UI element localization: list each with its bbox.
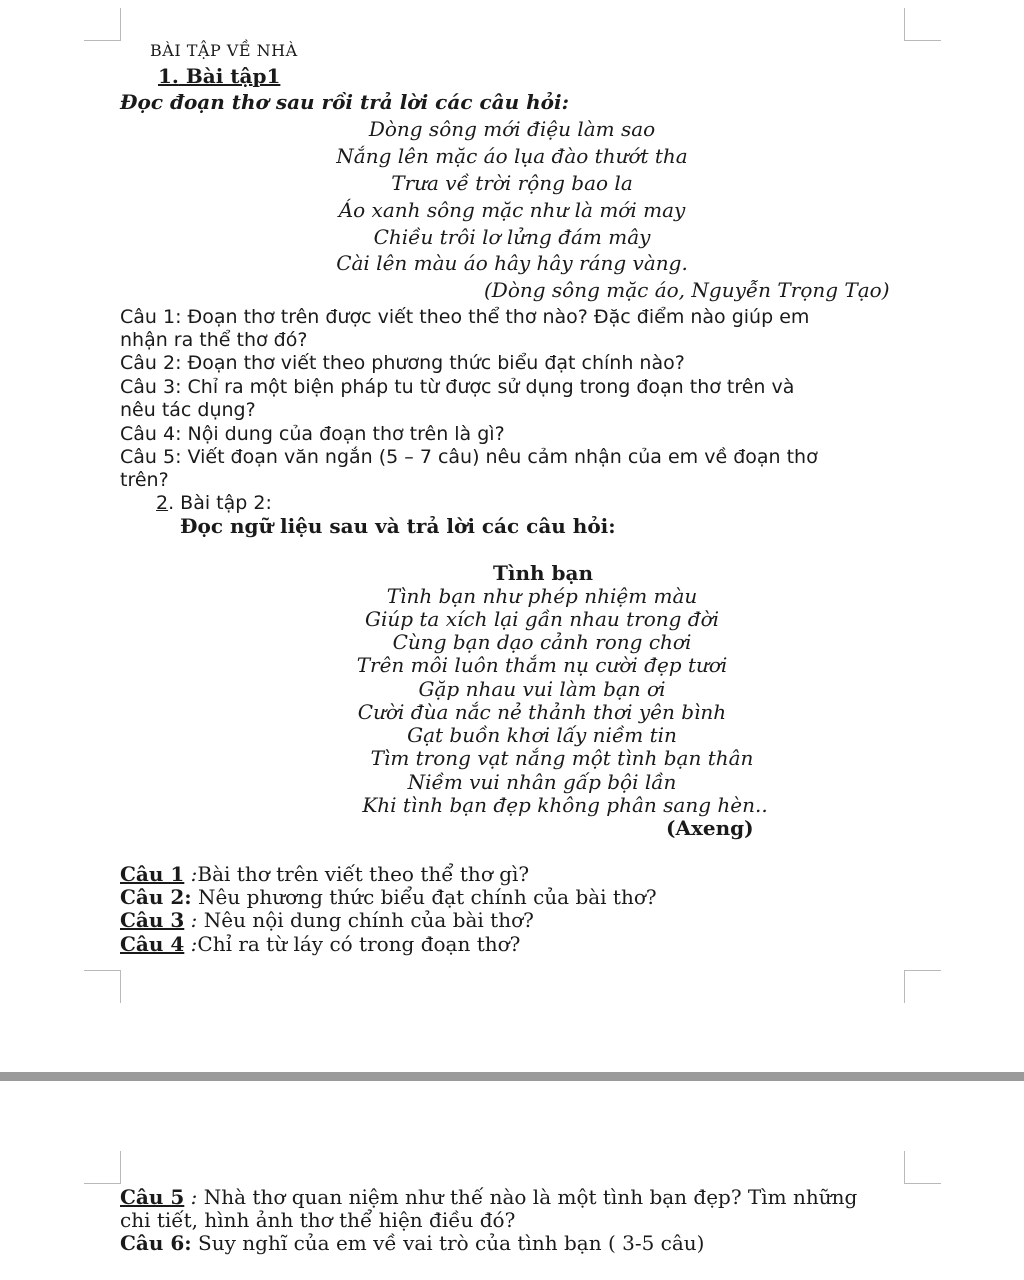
question-text: Nhà thơ quan niệm như thế nào là một tình bạn đẹp? Tìm những	[197, 1185, 858, 1209]
question-text: Nêu nội dung chính của bài thơ?	[197, 908, 534, 932]
poem-2-line: Cùng bạn dạo cảnh rong chơi	[392, 630, 692, 654]
exercise-1-question-text: Câu 2: Đoạn thơ viết theo phương thức biểu đạt chính nào?	[120, 352, 685, 374]
question-label: Câu 6:	[120, 1231, 192, 1255]
poem-1-line: Cài lên màu áo hây hây ráng vàng.	[336, 251, 688, 275]
crop-mark-top-right	[904, 8, 941, 41]
exercise-2-question	[120, 862, 529, 886]
exercise-1-instruction: Đọc đoạn thơ sau rồi trả lời các câu hỏi:	[120, 90, 569, 114]
exercise-1-question-text: nhận ra thể thơ đó?	[120, 329, 308, 351]
poem-2-line: Cười đùa nắc nẻ thảnh thơi yên bình	[357, 700, 727, 724]
document-page-2	[0, 1081, 1024, 1280]
question-separator: :	[184, 1185, 198, 1209]
question-text: Suy nghĩ của em về vai trò của tình bạn ( 3-5 câu)	[191, 1231, 705, 1255]
poem-1-line: Dòng sông mới điệu làm sao	[368, 117, 656, 141]
question-text: Nêu phương thức biểu đạt chính của bài thơ?	[191, 885, 657, 909]
question-separator: :	[184, 932, 198, 956]
exercise-2-question	[120, 932, 520, 956]
question-label: Câu 4	[120, 932, 185, 956]
exercise-2-heading	[156, 491, 272, 515]
exercise-2-question	[120, 885, 657, 909]
poem-2-line: Trên môi luôn thắm nụ cười đẹp tươi	[356, 653, 728, 677]
exercise-1-number: 1.	[158, 64, 179, 88]
poem-1-line: Chiều trôi lơ lửng đám mây	[373, 225, 651, 249]
poem-2-line: Giúp ta xích lại gần nhau trong đời	[364, 607, 720, 631]
exercise-2-question	[120, 908, 534, 932]
question-5	[120, 1185, 857, 1209]
exercise-2-number: 2	[156, 492, 169, 514]
poem-2-line: Tình bạn như phép nhiệm màu	[386, 584, 698, 608]
exercise-1-title: Bài tập1	[178, 64, 281, 88]
crop-mark-top-left	[84, 1151, 121, 1184]
exercise-1-question-text: Câu 1: Đoạn thơ trên được viết theo thể thơ nào? Đặc điểm nào giúp em	[120, 306, 810, 328]
question-6	[120, 1231, 704, 1255]
crop-mark-top-left	[84, 8, 121, 41]
poem-2-title: Tình bạn	[492, 561, 593, 585]
question-label: Câu 1	[120, 862, 185, 886]
crop-mark-bottom-left	[84, 970, 121, 1003]
question-label: Câu 2:	[120, 885, 192, 909]
poem-1-line: Nắng lên mặc áo lụa đào thướt tha	[336, 144, 688, 168]
question-5-continuation: chi tiết, hình ảnh thơ thể hiện điều đó?	[120, 1208, 516, 1232]
exercise-1-question-text: Câu 3: Chỉ ra một biện pháp tu từ được sử dụng trong đoạn thơ trên và	[120, 376, 795, 398]
poem-2-author: (Axeng)	[666, 816, 754, 840]
crop-mark-bottom-right	[904, 970, 941, 1003]
poem-2-line: Niềm vui nhân gấp bội lần	[407, 770, 677, 794]
question-separator: :	[184, 862, 198, 886]
exercise-2-instruction: Đọc ngữ liệu sau và trả lời các câu hỏi:	[180, 514, 616, 538]
exercise-1-heading	[158, 64, 280, 88]
exercise-1-question-text: Câu 5: Viết đoạn văn ngắn (5 – 7 câu) nêu cảm nhận của em về đoạn thơ	[120, 446, 818, 468]
exercise-2-title: . Bài tập 2:	[168, 492, 272, 514]
exercise-1-question-text: Câu 4: Nội dung của đoạn thơ trên là gì?	[120, 423, 505, 445]
poem-2-line: Gạt buồn khơi lấy niềm tin	[407, 723, 677, 747]
poem-1-source: (Dòng sông mặc áo, Nguyễn Trọng Tạo)	[484, 278, 890, 302]
page-separator	[0, 1072, 1024, 1081]
question-label: Câu 3	[120, 908, 185, 932]
poem-2-line: Khi tình bạn đẹp không phân sang hèn..	[362, 793, 768, 817]
poem-1-line: Áo xanh sông mặc như là mới may	[338, 198, 686, 222]
crop-mark-top-right	[904, 1151, 941, 1184]
question-text: Chỉ ra từ láy có trong đoạn thơ?	[197, 932, 521, 956]
poem-2-line: Gặp nhau vui làm bạn ơi	[418, 677, 666, 701]
exercise-1-question-text: nêu tác dụng?	[120, 399, 256, 421]
poem-1-line: Trưa về trời rộng bao la	[391, 171, 633, 195]
question-text: Bài thơ trên viết theo thể thơ gì?	[197, 862, 530, 886]
exercise-1-question-text: trên?	[120, 469, 169, 491]
poem-2-line: Tìm trong vạt nắng một tình bạn thân	[370, 746, 754, 770]
question-separator: :	[184, 908, 198, 932]
page-title: BÀI TẬP VỀ NHÀ	[150, 41, 298, 60]
question-label: Câu 5	[120, 1185, 185, 1209]
